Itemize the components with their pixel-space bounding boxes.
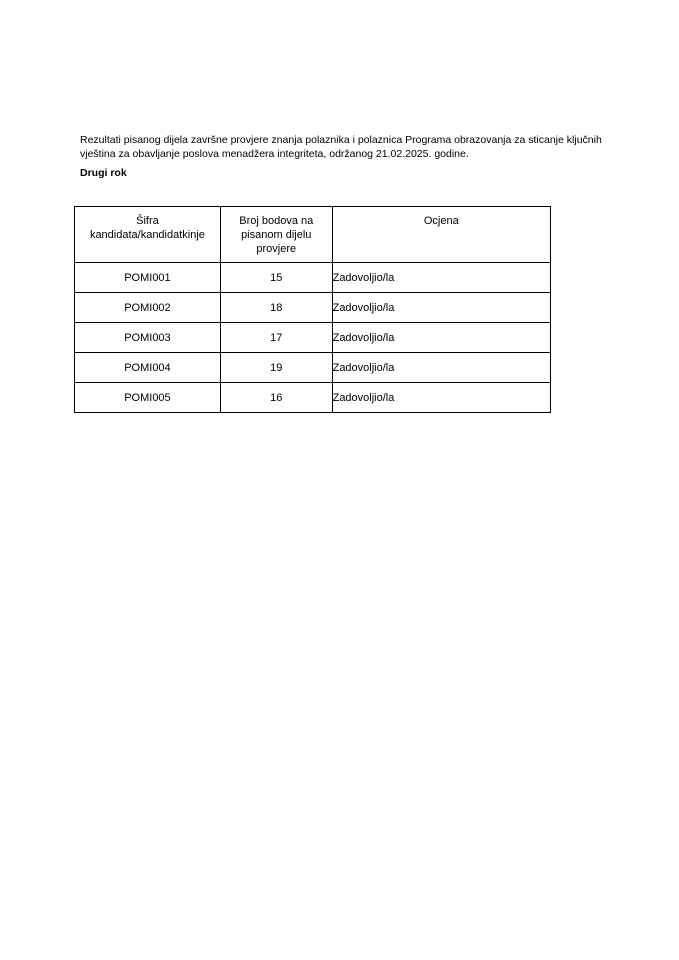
cell-points: 17 bbox=[220, 323, 332, 353]
cell-candidate-code: POMI001 bbox=[75, 263, 221, 293]
cell-grade: Zadovoljio/la bbox=[332, 293, 550, 323]
cell-grade: Zadovoljio/la bbox=[332, 353, 550, 383]
table-row bbox=[75, 383, 551, 413]
results-table bbox=[74, 206, 551, 413]
cell-candidate-code: POMI005 bbox=[75, 383, 221, 413]
cell-candidate-code: POMI004 bbox=[75, 353, 221, 383]
header-candidate-code-line: kandidata/kandidatkinje bbox=[89, 229, 205, 241]
header-points-line: Broj bodova na bbox=[239, 215, 314, 227]
header-points-line: provjere bbox=[256, 243, 297, 255]
table-header-row bbox=[75, 207, 551, 263]
table-row bbox=[75, 323, 551, 353]
header-grade bbox=[332, 207, 550, 263]
header-points-line: pisanom dijelu bbox=[241, 229, 312, 241]
cell-grade: Zadovoljio/la bbox=[332, 263, 550, 293]
cell-points: 15 bbox=[220, 263, 332, 293]
table-row bbox=[75, 293, 551, 323]
exam-term-heading: Drugi rok bbox=[80, 167, 127, 179]
cell-grade: Zadovoljio/la bbox=[332, 383, 550, 413]
table-row bbox=[75, 353, 551, 383]
header-candidate-code bbox=[75, 207, 221, 263]
cell-grade: Zadovoljio/la bbox=[332, 323, 550, 353]
cell-points: 19 bbox=[220, 353, 332, 383]
header-candidate-code-line: Šifra bbox=[136, 215, 159, 227]
cell-candidate-code: POMI003 bbox=[75, 323, 221, 353]
cell-candidate-code: POMI002 bbox=[75, 293, 221, 323]
header-points bbox=[220, 207, 332, 263]
intro-line-2: vještina za obavljanje poslova menadžera integriteta, održanog 21.02.2025. godine. bbox=[80, 148, 469, 160]
cell-points: 16 bbox=[220, 383, 332, 413]
intro-paragraph bbox=[80, 133, 610, 161]
intro-line-1: Rezultati pisanog dijela završne provjere znanja polaznika i polaznica Programa obrazovanja za sticanje ključnih bbox=[80, 134, 602, 146]
cell-points: 18 bbox=[220, 293, 332, 323]
table-row bbox=[75, 263, 551, 293]
header-grade-line: Ocjena bbox=[423, 215, 459, 227]
